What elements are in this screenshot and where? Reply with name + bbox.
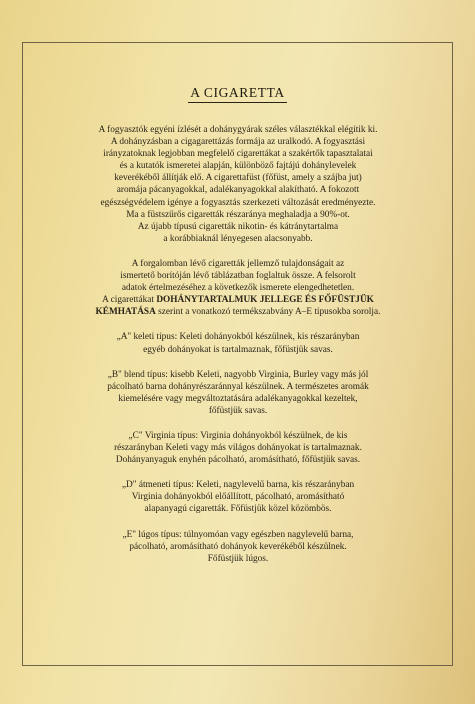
type-b-paragraph xyxy=(58,369,418,417)
type-c-paragraph xyxy=(58,430,418,466)
text-line: adatok értelmezéséhez a következők ismerete elengedhetetlen. xyxy=(121,283,355,294)
text-line: egyéb dohányokat is tartalmaznak, főfüstjük savas. xyxy=(143,344,333,355)
text-line: Főfüstjük lúgos. xyxy=(207,553,269,564)
type-a-paragraph xyxy=(58,331,418,355)
text-line: A forgalomban lévő cigaretták jellemző tulajdonságait az xyxy=(131,258,345,269)
text-line: a korábbiaknál lényegesen alacsonyabb. xyxy=(163,233,313,244)
emphasis-text: KÉMHATÁSA xyxy=(95,307,156,318)
document-body xyxy=(58,124,418,578)
text-line: ismertető borítóján lévő táblázatban foglaltuk össze. A felsorolt xyxy=(120,271,356,282)
classification-paragraph xyxy=(58,258,418,318)
text-line: Virginia dohányokból előállított, pácolható, aromásítható xyxy=(131,492,345,503)
type-e-paragraph xyxy=(58,529,418,565)
text-line: aromája pácanyagokkal, adalékanyagokkal alakítható. A fokozott xyxy=(116,185,360,196)
text-line: keverékéből állítják elő. A cigarettafüst (főfüst, amely a szájba jut) xyxy=(114,173,362,184)
text-line: „B" blend típus: kisebb Keleti, nagyobb Virginia, Burley vagy más jól xyxy=(107,369,369,380)
page-title: A CIGARETTA xyxy=(188,85,286,103)
text-fragment: szerint a vonatkozó termékszabvány A–E típusokba sorolja. xyxy=(155,307,381,318)
text-line: Ma a füstszűrős cigaretták részaránya meghaladja a 90%-ot. xyxy=(126,209,350,220)
type-d-paragraph xyxy=(58,479,418,515)
text-line: részarányban Keleti vagy más világos dohányokat is tartalmaznak. xyxy=(114,443,362,454)
text-line: pácolható, aromásítható dohányok keverékéből készülnek. xyxy=(129,541,347,552)
text-line xyxy=(58,294,418,306)
text-line: kiemelésére vagy megváltoztatására adalékanyagokkal kezeltek, xyxy=(118,393,358,404)
text-line: és a kutatók ismeretei alapján, különböző fajtájú dohánylevelek xyxy=(119,161,357,172)
text-line: „E" lúgos típus: túlnyomóan vagy egészben nagylevelű barna, xyxy=(122,529,354,540)
text-fragment: A cigarettákat xyxy=(102,295,157,306)
text-line: „C" Virginia típus: Virginia dohányokból készülnek, de kis xyxy=(128,430,348,441)
text-line xyxy=(58,306,418,318)
text-line: „A" keleti típus: Keleti dohányokból készülnek, kis részarányban xyxy=(116,332,360,343)
text-line: „D" átmeneti típus: Keleti, nagylevelű barna, kis részarányban xyxy=(121,480,355,491)
text-line: A fogyasztók egyéni ízlését a dohánygyárak széles választékkal elégítik ki. xyxy=(98,125,378,135)
emphasis-text: DOHÁNYTARTALMUK JELLEGE ÉS FŐFÜSTJÜK xyxy=(156,295,374,306)
text-line: irányzatoknak legjobban megfelelő cigarettákat a szakértők tapasztalatai xyxy=(103,149,373,160)
title-container xyxy=(0,84,475,103)
text-line: alapanyagú cigaretták. Főfüstjük közel közömbös. xyxy=(144,504,332,515)
text-line: főfüstjük savas. xyxy=(208,405,268,416)
text-line: Az újabb típusú cigaretták nikotin- és kátránytartalma xyxy=(137,221,339,232)
text-line: Dohányanyaguk enyhén pácolható, aromásítható, főfüstjük savas. xyxy=(115,455,361,466)
text-line: A dohányzásban a cigagarettázás formája az uralkodó. A fogyasztási xyxy=(110,137,366,148)
intro-paragraph xyxy=(58,124,418,245)
text-line: egészségvédelem igénye a fogyasztás szerkezeti változását eredményezte. xyxy=(100,197,376,208)
text-line: pácolható barna dohányrészaránnyal készülnek. A természetes aromák xyxy=(107,381,369,392)
